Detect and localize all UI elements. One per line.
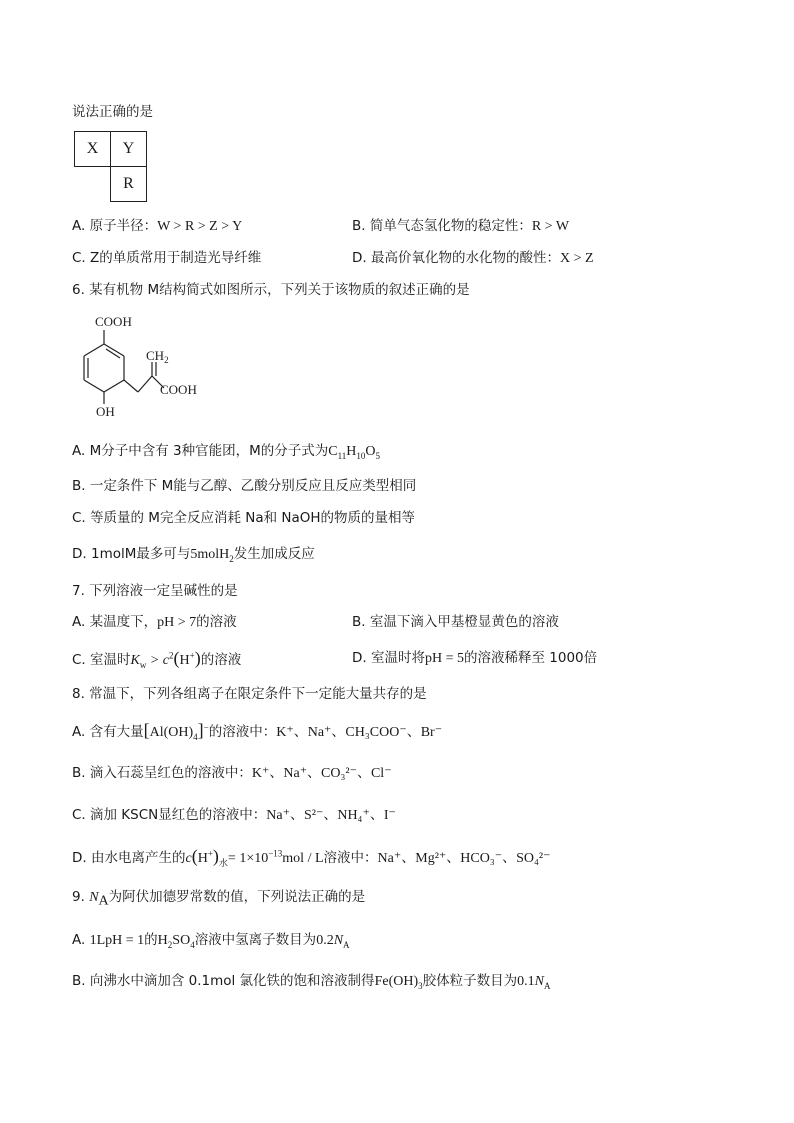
ch2-label: $CH_2$ <box>146 348 169 365</box>
q8-d-expr: $c(H^+)_水= 1\times 10^{-13}mol / L$ <box>185 846 324 869</box>
q9-b-formula: $Fe(OH)_3$ <box>374 974 423 991</box>
q8-option-b: B. 滴入石蕊呈红色的溶液中：K⁺、Na⁺、CO₃²⁻、Cl⁻ <box>72 765 392 781</box>
q9-a-formula: $H_2SO_4$ <box>157 933 195 950</box>
q5-b-expr: R > W <box>531 219 570 234</box>
grid-cell-r: R <box>110 166 147 202</box>
q5-d-label: D. 最高价氧化物的水化物的酸性： <box>352 250 560 266</box>
q5-a-label: A. 原子半径： <box>72 218 158 234</box>
q7-a-expr: pH > 7 <box>157 615 197 630</box>
q6-option-d <box>72 545 315 564</box>
q7-stem: 7. 下列溶液一定呈碱性的是 <box>72 583 238 599</box>
cooh-side-label: COOH <box>160 382 197 397</box>
q8-a-complex: $[Al(OH)_4]^-$ <box>143 720 209 742</box>
q8-option-c: C. 滴加 KSCN显红色的溶液中：Na⁺、S²⁻、NH₄⁺、I⁻ <box>72 807 396 823</box>
q8-b-ions: K⁺、Na⁺、CO₃²⁻、Cl⁻ <box>251 766 392 781</box>
q8-a-ions: K⁺、Na⁺、CH₃COO⁻、Br⁻ <box>276 725 443 740</box>
q9-option-a: A. 1LpH = 1的$H_2SO_4$溶液中氢离子数目为$0.2N_A$ <box>72 932 350 950</box>
q9-a-expr: 1LpH = 1 <box>89 933 145 948</box>
q6-stem: 6. 某有机物 M结构简式如图所示，下列关于该物质的叙述正确的是 <box>72 282 470 298</box>
q9-stem: 9. $N_A$为阿伏加德罗常数的值，下列说法正确的是 <box>72 889 366 909</box>
q6-option-a <box>72 442 380 461</box>
q7-option-d: D. 室温时将pH = 5的溶液稀释至 1000倍 <box>352 650 598 666</box>
q7-option-c: C. 室温时$K_w > c^2(H^+)$的溶液 <box>72 648 242 670</box>
q5-option-d <box>352 249 594 268</box>
q8-c-ions: Na⁺、S²⁻、NH₄⁺、I⁻ <box>266 808 396 823</box>
grid-cell-x: X <box>74 131 111 167</box>
q8-d-ions: Na⁺、Mg²⁺、HCO₃⁻、SO₄²⁻ <box>377 851 551 866</box>
q7-option-b: B. 室温下滴入甲基橙显黄色的溶液 <box>352 614 559 630</box>
q6-a-formula: $C_{11}H_{10}O_5$ <box>328 444 381 461</box>
molecule-structure <box>72 310 222 429</box>
q6-a-text: A. M分子中含有 3种官能团，M的分子式为 <box>72 443 329 459</box>
q6-option-b: B. 一定条件下 M能与乙醇、乙酸分别反应且反应类型相同 <box>72 478 417 494</box>
q7-d-expr: pH = 5 <box>424 651 464 666</box>
q5-option-b <box>352 217 569 236</box>
q7-option-a: A. 某温度下，pH > 7的溶液 <box>72 614 237 630</box>
q5-stem: 说法正确的是 <box>72 104 153 120</box>
grid-cell-y: Y <box>110 131 147 167</box>
q8-option-a: A. 含有大量$[Al(OH)_4]^-$的溶液中：K⁺、Na⁺、CH₃COO⁻、Br⁻ <box>72 720 443 742</box>
q9-option-b: B. 向沸水中滴加含 0.1mol 氯化铁的饱和溶液制得$Fe(OH)_3$胶体粒子数目为$0.1N_A$ <box>72 973 551 991</box>
q5-a-expr: W > R > Z > Y <box>157 219 243 234</box>
molecule-svg <box>72 310 222 425</box>
q7-c-expr: $K_w > c^2(H^+)$ <box>130 648 201 670</box>
q5-option-c: C. Z的单质常用于制造光导纤维 <box>72 250 262 266</box>
q5-option-a <box>72 217 242 236</box>
q8-stem: 8. 常温下，下列各组离子在限定条件下一定能大量共存的是 <box>72 686 427 702</box>
cooh-top-label: COOH <box>95 314 132 329</box>
q6-d-formula: 5molH$_2$ <box>190 547 234 564</box>
q6-d-text1: D. 1molM最多可与 <box>72 546 191 562</box>
q6-d-text2: 发生加成反应 <box>233 546 315 562</box>
q5-b-label: B. 简单气态氢化物的稳定性： <box>352 218 532 234</box>
q8-option-d: D. 由水电离产生的$c(H^+)_水= 1\times 10^{-13}mol / L$溶液中：Na⁺、Mg²⁺、HCO₃⁻、SO₄²⁻ <box>72 846 551 869</box>
oh-label: OH <box>96 404 115 419</box>
q5-d-expr: X > Z <box>559 251 594 266</box>
q6-option-c: C. 等质量的 M完全反应消耗 Na和 NaOH的物质的量相等 <box>72 510 416 526</box>
